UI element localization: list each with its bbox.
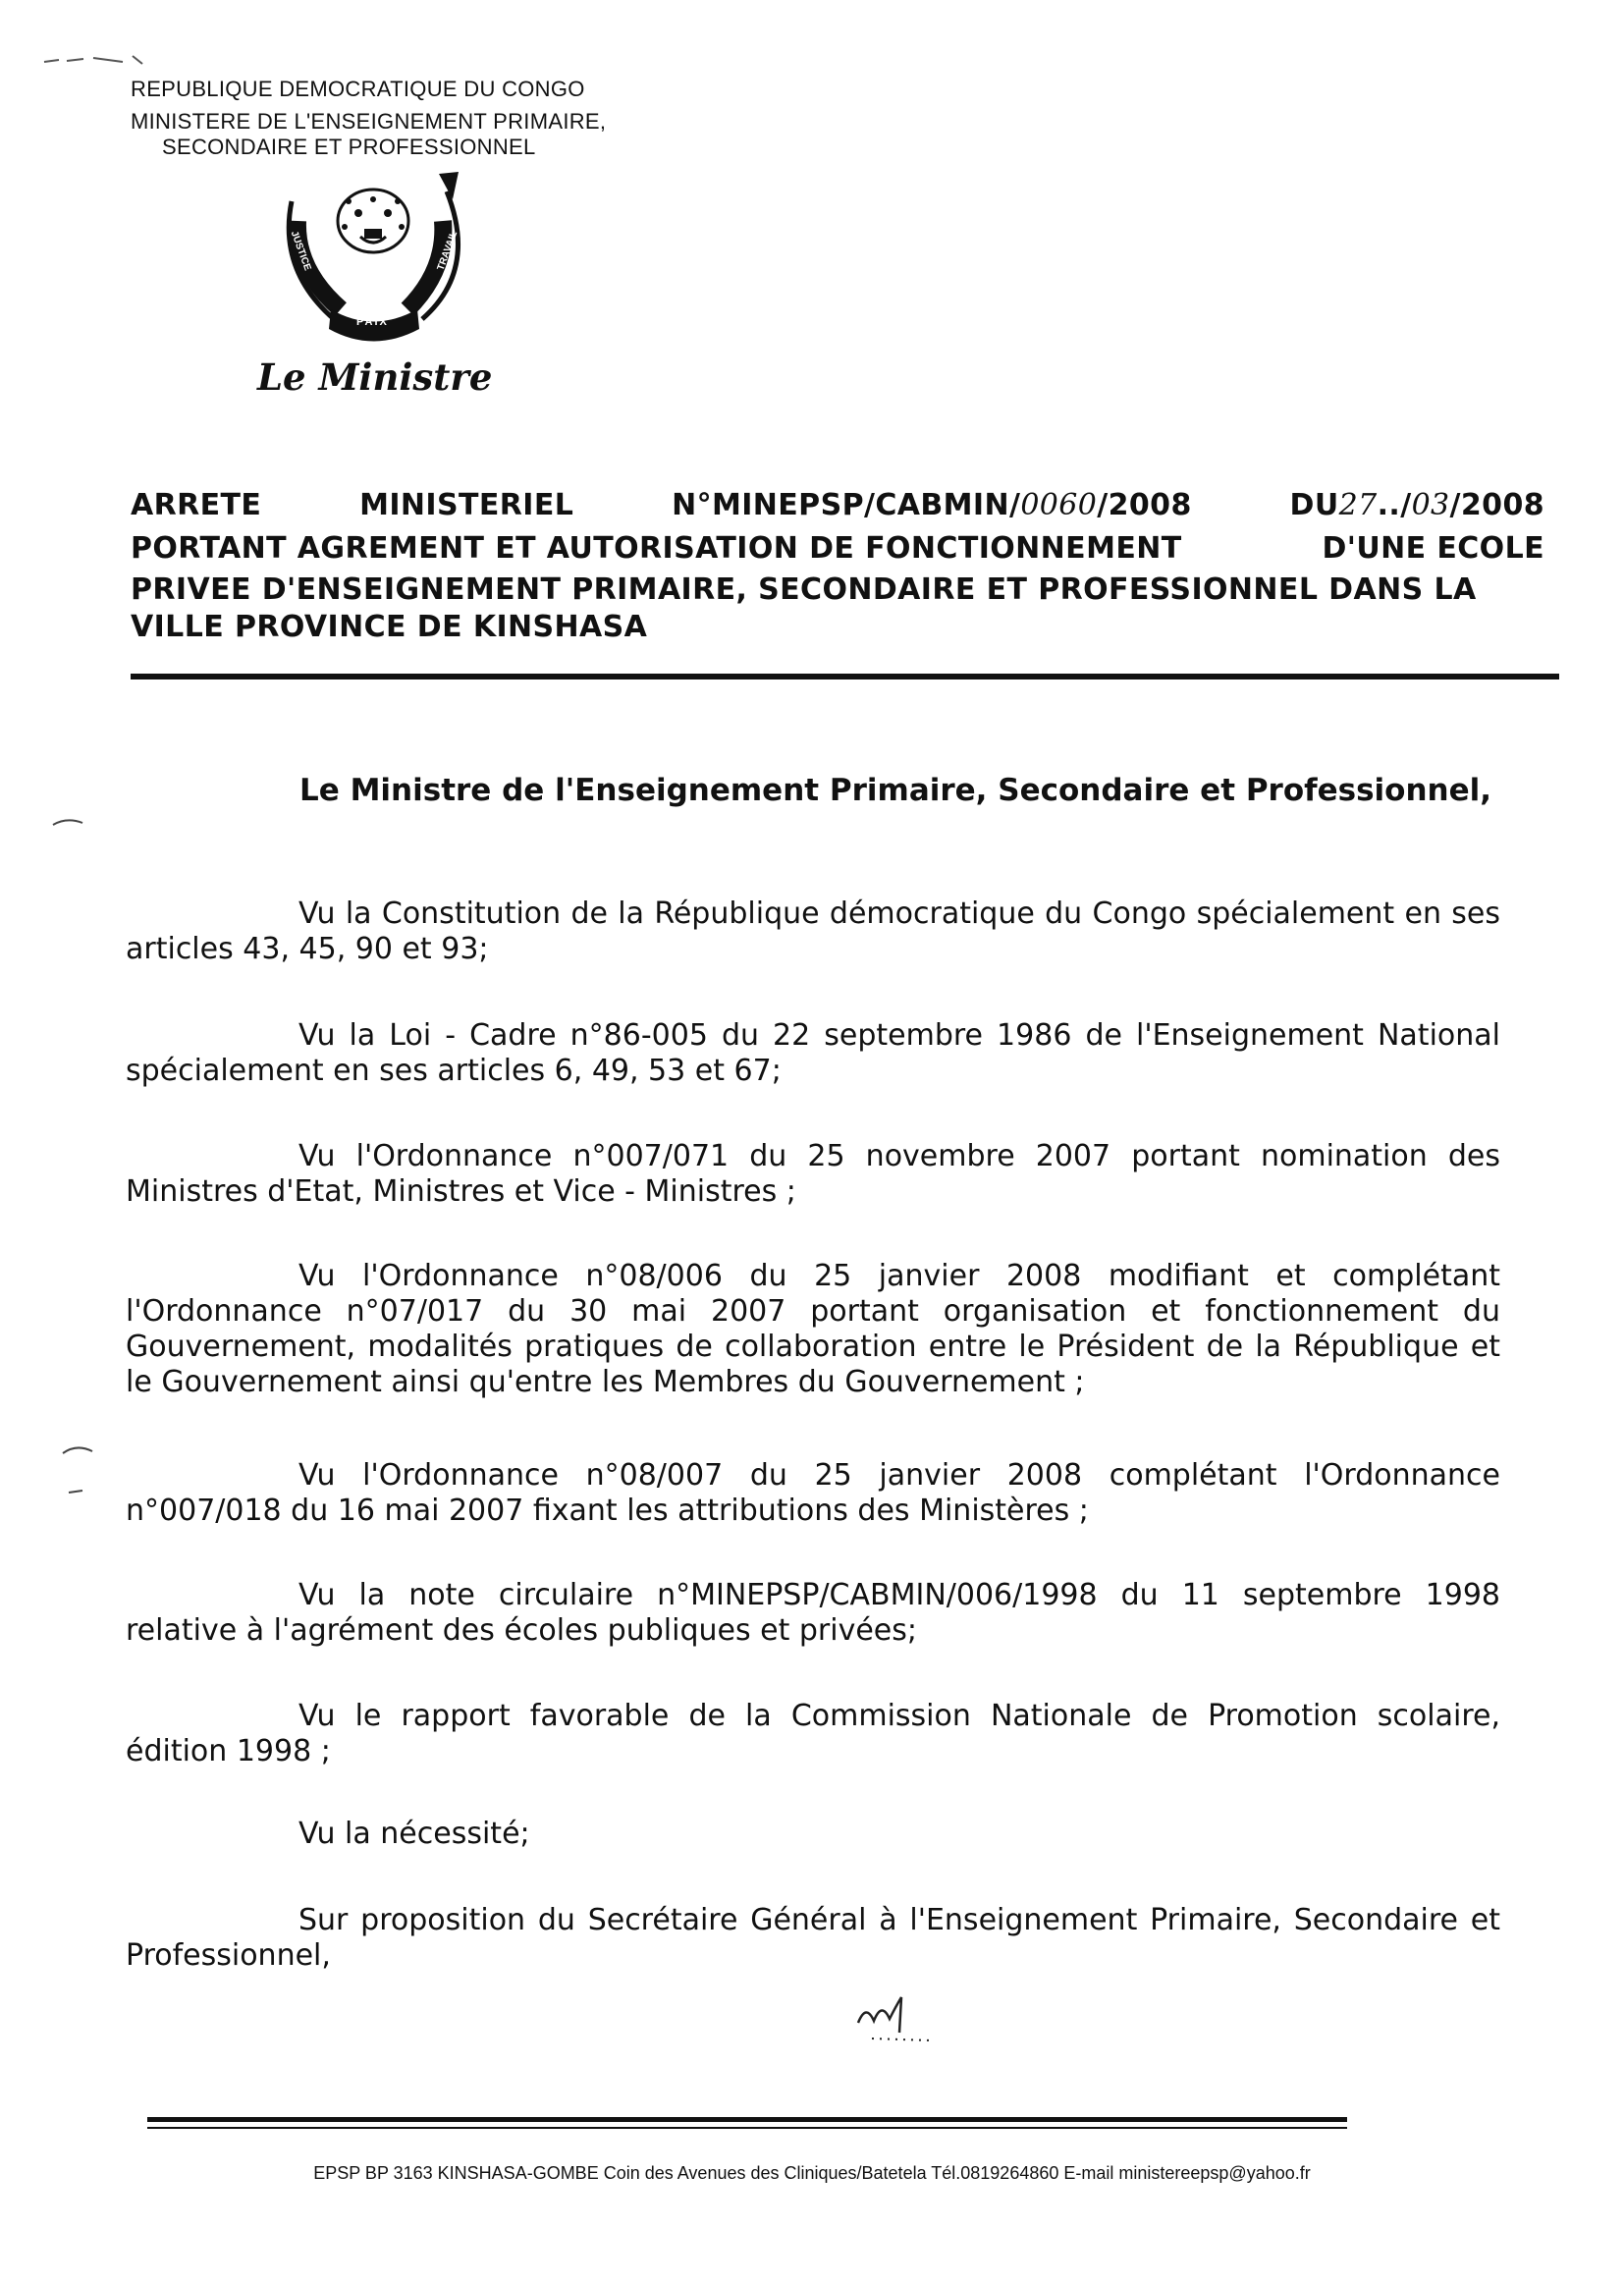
scan-speck-marks	[39, 44, 147, 74]
margin-mark-2	[59, 1443, 98, 1502]
title-date-month: 03	[1411, 488, 1450, 522]
decree-title-line2	[131, 530, 1544, 568]
coat-of-arms-emblem	[250, 162, 506, 349]
footer-rule-thick	[147, 2117, 1347, 2122]
decree-title-line1	[131, 487, 1544, 524]
consideration-ordonnance-071: Vu l'Ordonnance n°007/071 du 25 novembre 2007 portant nomination des Ministres d'Etat, Ministres et Vice - Ministres ;	[126, 1139, 1500, 1209]
title-line2-b: D'UNE ECOLE	[1322, 531, 1544, 566]
consideration-ordonnance-007: Vu l'Ordonnance n°08/007 du 25 janvier 2008 complétant l'Ordonnance n°007/018 du 16 mai 2007 fixant les attributions des Ministères ;	[126, 1458, 1500, 1528]
header-ministry-cont: SECONDAIRE ET PROFESSIONNEL	[162, 135, 536, 159]
emblem-motto-right: TRAVAIL	[435, 229, 460, 273]
minister-heading: Le Ministre de l'Enseignement Primaire, Secondaire et Professionnel,	[299, 773, 1492, 808]
consideration-note-circulaire: Vu la note circulaire n°MINEPSP/CABMIN/006/1998 du 11 septembre 1998 relative à l'agrément des écoles publiques et privées;	[126, 1578, 1500, 1648]
consideration-ordonnance-006: Vu l'Ordonnance n°08/006 du 25 janvier 2008 modifiant et complétant l'Ordonnance n°07/017 du 30 mai 2007 portant organisation et fonctionnement du Gouvernement, modalités pratiques de collaboration entre le Président de la République et le Gouvernement ainsi qu'entre les Membres du Gouvernement ;	[126, 1259, 1500, 1399]
header-ministry: MINISTERE DE L'ENSEIGNEMENT PRIMAIRE,	[131, 109, 607, 134]
title-date-year: /2008	[1449, 488, 1544, 522]
footer-address: EPSP BP 3163 KINSHASA-GOMBE Coin des Avenues des Cliniques/Batetela Tél.0819264860 E-mail ministereepsp@yahoo.fr	[313, 2163, 1311, 2183]
title-number-year: /2008	[1097, 488, 1192, 522]
title-arrete: ARRETE	[131, 488, 262, 522]
title-date-slash: ../	[1377, 488, 1412, 522]
title-date-du: DU	[1289, 488, 1339, 522]
title-divider	[131, 674, 1559, 679]
title-line2-a: PORTANT AGREMENT ET AUTORISATION DE FONCTIONNEMENT	[131, 531, 1182, 566]
consideration-constitution: Vu la Constitution de la République démocratique du Congo spécialement en ses articles 43, 45, 90 et 93;	[126, 897, 1500, 966]
title-number-prefix: N°MINEPSP/CABMIN/	[672, 488, 1021, 522]
title-ministeriel: MINISTERIEL	[359, 488, 574, 522]
emblem-motto-left: JUSTICE	[288, 229, 313, 273]
decree-title-line3: PRIVEE D'ENSEIGNEMENT PRIMAIRE, SECONDAIRE ET PROFESSIONNEL DANS LA	[131, 572, 1477, 607]
signatory-title: Le Ministre	[257, 355, 493, 399]
consideration-necessite: Vu la nécessité;	[298, 1817, 530, 1851]
paraph-initials-mark	[852, 1993, 941, 2052]
title-date	[1290, 487, 1544, 524]
footer-rule-thin	[147, 2127, 1347, 2129]
title-date-day: 27	[1338, 488, 1378, 522]
title-number	[672, 487, 1192, 524]
consideration-rapport: Vu le rapport favorable de la Commission Nationale de Promotion scolaire, édition 1998 ;	[126, 1699, 1500, 1768]
title-number-handwritten: 0060	[1020, 488, 1098, 522]
header-republic: REPUBLIQUE DEMOCRATIQUE DU CONGO	[131, 77, 585, 101]
emblem-motto-bottom: PAIX	[356, 316, 389, 328]
margin-mark	[49, 813, 88, 833]
consideration-loi-cadre: Vu la Loi - Cadre n°86-005 du 22 septembre 1986 de l'Enseignement National spécialement en ses articles 6, 49, 53 et 67;	[126, 1018, 1500, 1088]
consideration-proposition: Sur proposition du Secrétaire Général à l'Enseignement Primaire, Secondaire et Professionnel,	[126, 1903, 1500, 1973]
decree-title-line4: VILLE PROVINCE DE KINSHASA	[131, 610, 648, 644]
